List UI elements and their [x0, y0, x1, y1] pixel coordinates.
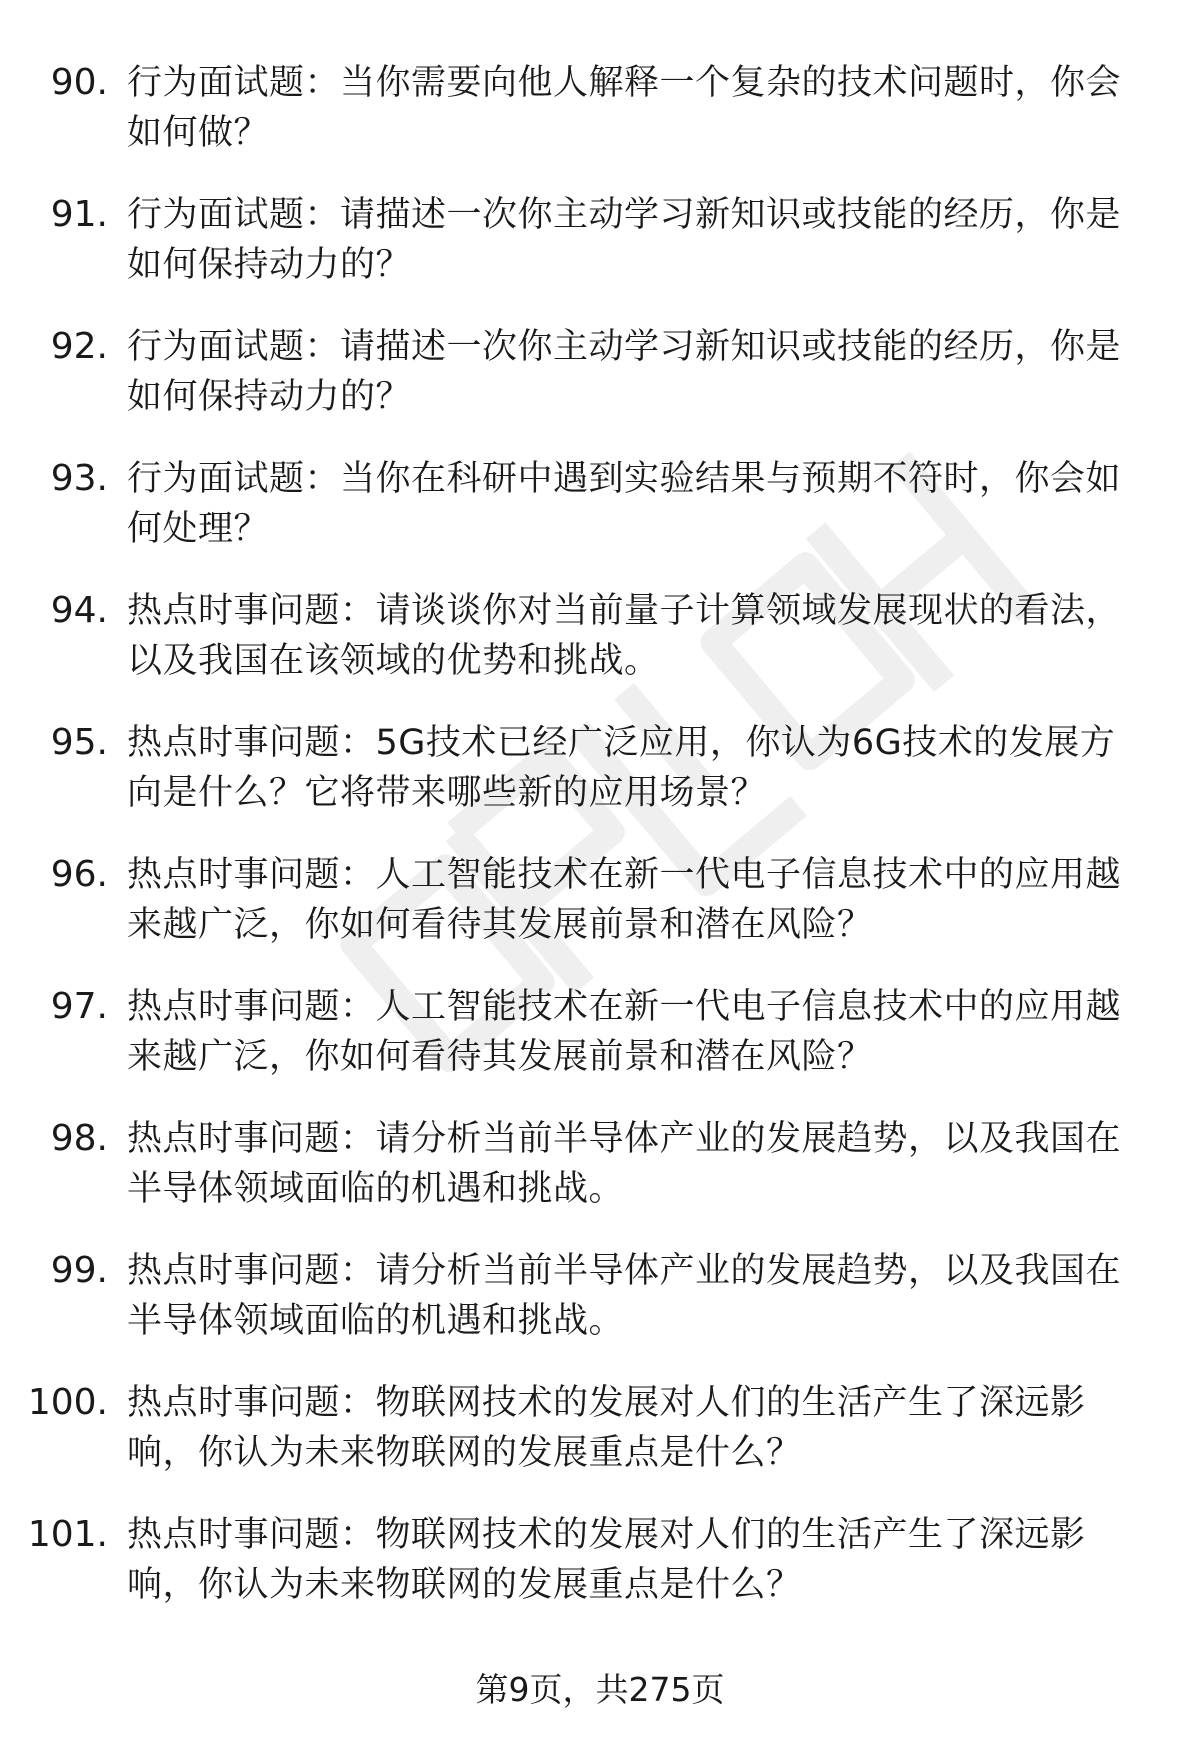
page-footer: [0, 1668, 1200, 1712]
question-number: 92.: [50, 326, 108, 367]
question-number: 91.: [50, 194, 108, 235]
question-text: 行为面试题：请描述一次你主动学习新知识或技能的经历，你是如何保持动力的？: [127, 327, 1122, 417]
question-item: [0, 58, 1200, 190]
question-item: [0, 454, 1200, 586]
question-number: 97.: [50, 986, 108, 1027]
question-item: [0, 586, 1200, 718]
question-text: 热点时事问题：物联网技术的发展对人们的生活产生了深远影响，你认为未来物联网的发展重点是什么？: [127, 1515, 1086, 1605]
question-text: 行为面试题：当你需要向他人解释一个复杂的技术问题时，你会如何做？: [127, 63, 1122, 153]
question-item: [0, 718, 1200, 850]
question-number: 93.: [50, 458, 108, 499]
question-item: [0, 1378, 1200, 1510]
question-text: 热点时事问题：请分析当前半导体产业的发展趋势，以及我国在半导体领域面临的机遇和挑战。: [127, 1251, 1122, 1341]
question-item: [0, 322, 1200, 454]
question-text: 热点时事问题：5G技术已经广泛应用，你认为6G技术的发展方向是什么？它将带来哪些新的应用场景？: [127, 723, 1116, 813]
question-item: [0, 1510, 1200, 1642]
question-number: 90.: [50, 62, 108, 103]
question-text: 热点时事问题：人工智能技术在新一代电子信息技术中的应用越来越广泛，你如何看待其发展前景和潜在风险？: [127, 987, 1122, 1077]
question-number: 101.: [27, 1514, 108, 1555]
question-list: [0, 58, 1200, 1642]
question-item: [0, 1246, 1200, 1378]
question-number: 100.: [27, 1382, 108, 1423]
question-item: [0, 850, 1200, 982]
page-number-label: 第9页，共275页: [475, 1670, 725, 1709]
question-text: 热点时事问题：请分析当前半导体产业的发展趋势，以及我国在半导体领域面临的机遇和挑战。: [127, 1119, 1122, 1209]
question-item: [0, 1114, 1200, 1246]
question-text: 热点时事问题：请谈谈你对当前量子计算领域发展现状的看法，以及我国在该领域的优势和挑战。: [127, 591, 1122, 681]
question-number: 95.: [50, 722, 108, 763]
question-text: 热点时事问题：物联网技术的发展对人们的生活产生了深远影响，你认为未来物联网的发展重点是什么？: [127, 1383, 1086, 1473]
question-text: 行为面试题：当你在科研中遇到实验结果与预期不符时，你会如何处理？: [127, 459, 1122, 549]
question-item: [0, 190, 1200, 322]
question-number: 96.: [50, 854, 108, 895]
question-item: [0, 982, 1200, 1114]
question-text: 热点时事问题：人工智能技术在新一代电子信息技术中的应用越来越广泛，你如何看待其发展前景和潜在风险？: [127, 855, 1122, 945]
question-number: 98.: [50, 1118, 108, 1159]
question-number: 94.: [50, 590, 108, 631]
question-text: 行为面试题：请描述一次你主动学习新知识或技能的经历，你是如何保持动力的？: [127, 195, 1122, 285]
question-number: 99.: [50, 1250, 108, 1291]
